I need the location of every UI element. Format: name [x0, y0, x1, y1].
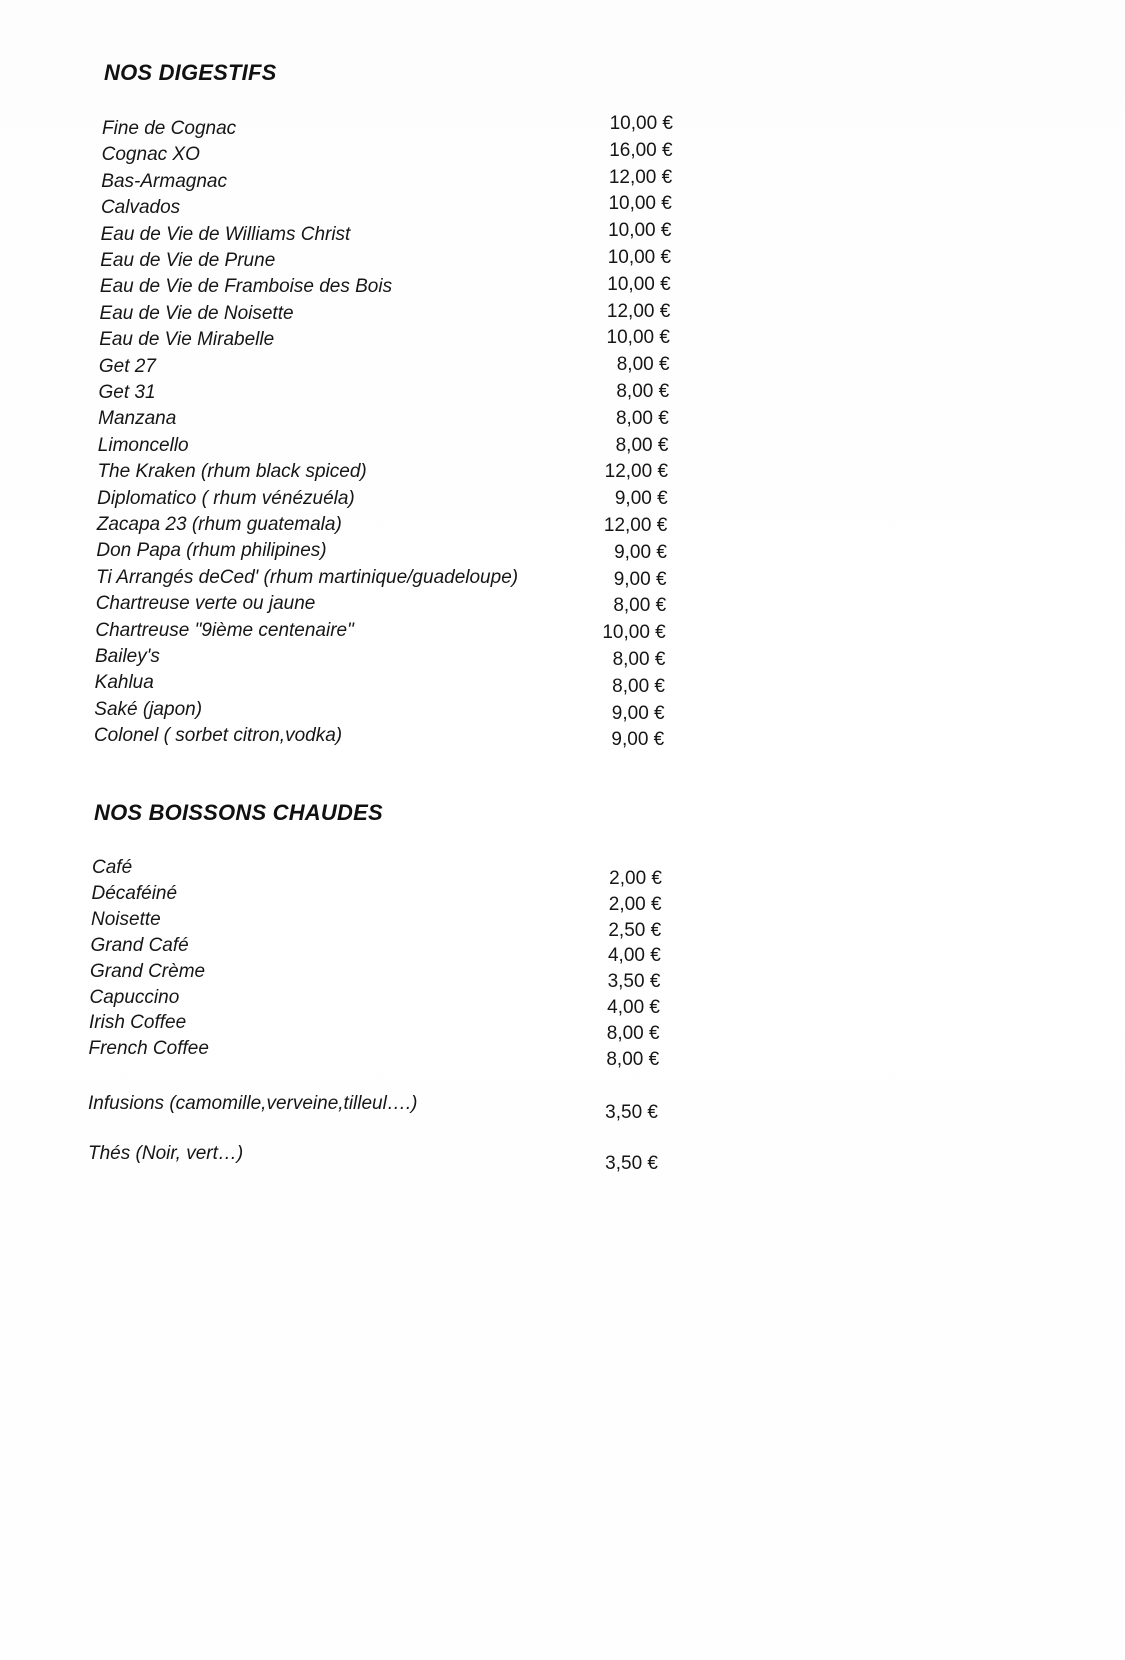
menu-item-row [95, 646, 795, 672]
menu-item-price: 4,00 € [607, 997, 660, 1018]
menu-item-name: Eau de Vie de Williams Christ [100, 223, 351, 245]
menu-item-price: 2,00 € [609, 868, 662, 889]
menu-item-row [101, 139, 802, 170]
menu-item-row [88, 1143, 788, 1174]
menu-item-row [97, 488, 797, 514]
menu-item-price: 8,00 € [606, 1048, 660, 1070]
menu-item-price: 16,00 € [609, 139, 673, 161]
menu-item-name: Limoncello [97, 434, 189, 456]
menu-item-price: 8,00 € [612, 649, 666, 670]
menu-item-price: 8,00 € [616, 381, 670, 402]
menu-item-row [92, 857, 792, 889]
menu-item-name: Noisette [91, 908, 161, 930]
menu-item-name: Calvados [100, 197, 181, 219]
menu-item-name: Don Papa (rhum philipines) [96, 540, 327, 562]
menu-item-name: Café [92, 857, 133, 878]
menu-item-name: Eau de Vie Mirabelle [99, 329, 275, 351]
menu-item-name: Grand Café [90, 934, 189, 956]
menu-item-name: Infusions (camomille,verveine,tilleul….) [88, 1093, 418, 1114]
menu-item-price: 8,00 € [606, 1022, 660, 1044]
menu-item-row [97, 461, 797, 487]
menu-item-name: Eau de Vie de Noisette [99, 302, 294, 324]
menu-item-row [97, 514, 797, 540]
menu-item-row [99, 273, 800, 302]
menu-item-row [96, 593, 796, 619]
menu-item-name: Saké (japon) [94, 698, 203, 720]
menu-item-price: 9,00 € [613, 568, 667, 590]
menu-item-price: 8,00 € [615, 407, 669, 429]
menu-item-name: Chartreuse verte ou jaune [95, 593, 316, 615]
menu-item-name: Fine de Cognac [102, 118, 237, 139]
menu-item-name: Eau de Vie de Framboise des Bois [99, 276, 393, 298]
menu-item-price: 3,50 € [607, 971, 661, 993]
menu-item-price: 9,00 € [614, 488, 668, 510]
menu-item-name: Kahlua [94, 672, 154, 694]
menu-item-row [102, 113, 802, 144]
menu-item-row [100, 220, 801, 250]
menu-item-name: Diplomatico ( rhum vénézuéla) [97, 487, 355, 509]
menu-item-name: Manzana [98, 408, 177, 430]
menu-item-row [96, 540, 796, 566]
menu-item-row [99, 300, 800, 329]
menu-item-price: 12,00 € [606, 300, 671, 322]
menu-item-price: 2,50 € [608, 919, 662, 941]
menu-item-price: 10,00 € [607, 273, 671, 295]
menu-item-name: French Coffee [88, 1038, 209, 1060]
menu-item-price: 8,00 € [612, 675, 665, 697]
menu-item-name: Ti Arrangés deCed' (rhum martinique/guadeloupe) [96, 566, 519, 588]
menu-item-price: 9,00 € [614, 541, 667, 563]
menu-item-row [90, 934, 791, 967]
menu-item-price: 12,00 € [603, 515, 668, 536]
menu-item-row [88, 1093, 788, 1123]
menu-item-row [100, 247, 800, 276]
menu-item-price: 3,50 € [605, 1102, 658, 1123]
boissons-chaudes-title: NOS BOISSONS CHAUDES [94, 800, 383, 825]
menu-item-name: Zacapa 23 (rhum guatemala) [96, 514, 342, 535]
menu-item-row [94, 699, 794, 725]
menu-item-row [90, 960, 790, 993]
menu-item-price: 12,00 € [608, 166, 673, 188]
menu-item-name: Cognac XO [101, 144, 200, 166]
menu-item-name: Bas-Armagnac [101, 170, 227, 192]
menu-item-row [99, 356, 799, 382]
menu-item-name: Thés (Noir, vert…) [88, 1143, 244, 1164]
menu-item-row [99, 382, 799, 408]
menu-item-row [91, 882, 792, 915]
menu-item-price: 12,00 € [604, 461, 669, 483]
digestifs-title: NOS DIGESTIFS [104, 60, 277, 85]
menu-item-name: Capuccino [89, 986, 180, 1008]
menu-item-price: 9,00 € [611, 729, 665, 751]
menu-item-price: 10,00 € [608, 193, 672, 215]
menu-item-row [98, 435, 798, 461]
menu-item-row [101, 166, 801, 197]
menu-item-row [89, 1012, 789, 1044]
menu-item-name: Bailey's [95, 646, 160, 667]
menu-item-row [99, 329, 799, 355]
menu-item-name: Colonel ( sorbet citron,vodka) [93, 725, 343, 747]
menu-item-row [100, 193, 801, 223]
menu-item-name: Décaféiné [91, 882, 178, 904]
menu-item-price: 10,00 € [608, 220, 672, 242]
menu-item-row [94, 725, 794, 751]
menu-item-price: 10,00 € [607, 247, 672, 268]
menu-item-price: 8,00 € [615, 434, 669, 456]
menu-item-row [98, 408, 798, 434]
menu-item-row [95, 672, 795, 698]
menu-item-price: 9,00 € [611, 702, 665, 724]
menu-item-price: 10,00 € [609, 113, 673, 134]
menu-item-name: Eau de Vie de Prune [100, 250, 276, 271]
menu-item-name: Grand Crème [90, 960, 206, 982]
menu-item-price: 3,50 € [605, 1153, 658, 1174]
menu-item-row [96, 567, 796, 593]
menu-item-name: Irish Coffee [89, 1012, 187, 1034]
menu-item-row [89, 986, 790, 1018]
menu-item-price: 2,00 € [608, 893, 662, 915]
menu-item-row [95, 620, 795, 646]
menu-item-row [88, 1038, 789, 1070]
menu-item-price: 8,00 € [616, 354, 670, 376]
menu-item-name: Get 31 [98, 382, 156, 403]
menu-item-price: 4,00 € [607, 945, 661, 967]
menu-item-price: 8,00 € [613, 595, 667, 617]
menu-item-name: Chartreuse "9ième centenaire" [95, 619, 354, 641]
menu-item-name: Get 27 [98, 355, 156, 377]
menu-item-price: 10,00 € [602, 622, 666, 644]
menu-item-name: The Kraken (rhum black spiced) [97, 461, 367, 483]
menu-item-price: 10,00 € [606, 327, 670, 349]
menu-item-row [91, 908, 791, 941]
